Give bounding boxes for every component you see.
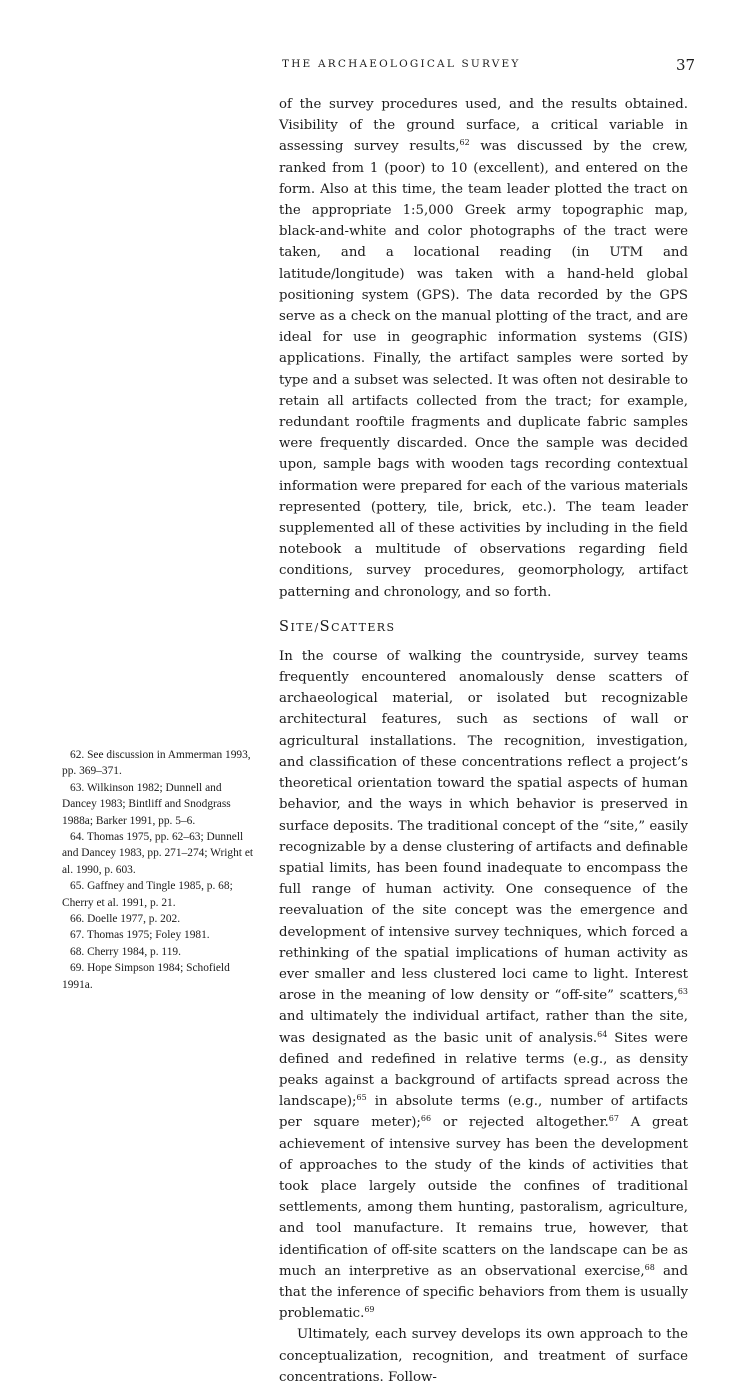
footnotes-column: [62, 747, 256, 993]
body-paragraph: In the course of walking the countryside, survey teams frequently encountered anomalously dense scatters of archaeological material, or isolated but recognizable architectural features, such as sections of wall or agricultural installations. The recognition, investigation, and classification of these concentrations reflect a project’s theoretical orientation toward the spatial aspects of human behavior, and the ways in which behavior is preserved in surface deposits. The traditional concept of the “site,” easily recognizable by a dense clustering of artifacts and definable spatial limits, has been found inadequate to encompass the full range of human activity. One consequence of the reevaluation of the site concept was the emergence and development of intensive survey techniques, which forced a rethinking of the spatial implications of human activity as ever smaller and less clustered loci came to light. Interest arose in the meaning of low density or “off-site” scatters,$^{63}$ and ultimately the individual artifact, rather than the site, was designated as the basic unit of analysis.$^{64}$ Sites were defined and redefined in relative terms (e.g., as density peaks against a background of artifacts spread across the landscape);$^{65}$ in absolute terms (e.g., number of artifacts per square meter);$^{66}$ or rejected altogether.$^{67}$ A great achievement of intensive survey has been the development of approaches to the study of the kinds of activities that took place largely outside the confines of traditional settlements, among them hunting, pastoralism, agriculture, and tool manufacture. It remains true, however, that identification of off-site scatters on the landscape can be as much an interpretive as an observational exercise,$^{68}$ and that the inference of specific behaviors from them is usually problematic.$^{69}$: [279, 648, 689, 1322]
footnote-ref[interactable]: 62: [459, 138, 470, 148]
footnote-ref[interactable]: 66: [420, 1114, 432, 1124]
footnote-ref[interactable]: 69: [364, 1305, 375, 1315]
footnote-ref[interactable]: 63: [677, 987, 688, 997]
footnote: 62. See discussion in Ammerman 1993, pp. 369–371.: [62, 749, 251, 778]
footnote-ref[interactable]: 64: [597, 1029, 608, 1039]
body-paragraph: of the survey procedures used, and the results obtained. Visibility of the ground surface, a critical variable in assessing survey results,$^{62}$ was discussed by the crew, ranked from 1 (poor) to 10 (excellent), and entered on the form. Also at this time, the team leader plotted the tract on the appropriate 1:5,000 Greek army topographic map, black-and-white and color photographs of the tract were taken, and a locational reading (in UTM and latitude/longitude) was taken with a hand-held global positioning system (GPS). The data recorded by the GPS serve as a check on the manual plotting of the tract, and are ideal for use in geographic information systems (GIS) applications. Finally, the artifact samples were sorted by type and a subset was selected. It was often not desirable to retain all artifacts collected from the tract; for example, redundant rooftile fragments and duplicate fabric samples were frequently discarded. Once the sample was decided upon, sample bags with wooden tags recording contextual information were prepared for each of the various materials represented (pottery, tile, brick, etc.). The team leader supplemented all of these activities by including in the field notebook a multitude of observations regarding field conditions, survey procedures, geomorphology, artifact patterning and chronology, and so forth.: [279, 97, 688, 600]
body-paragraph: Ultimately, each survey develops its own approach to the conceptualization, recognition, and treatment of surface concentrations. Follow-: [279, 1327, 688, 1385]
footnote: 66. Doelle 1977, p. 202.: [70, 913, 181, 926]
main-text-column: [279, 94, 688, 1388]
page-number: 37: [676, 56, 696, 74]
footnote: 69. Hope Simpson 1984; Schofield 1991a.: [62, 962, 230, 991]
footnote: 67. Thomas 1975; Foley 1981.: [70, 929, 210, 942]
footnote: 65. Gaffney and Tingle 1985, p. 68; Cherry et al. 1991, p. 21.: [62, 880, 233, 909]
footnote-ref[interactable]: 68: [644, 1262, 655, 1272]
footnote: 68. Cherry 1984, p. 119.: [70, 945, 181, 958]
footnote: 64. Thomas 1975, pp. 62–63; Dunnell and Dancey 1983, pp. 271–274; Wright et al. 1990, p. 603.: [62, 831, 254, 876]
section-heading: SITE/SCATTERS: [279, 618, 396, 635]
footnote: 63. Wilkinson 1982; Dunnell and Dancey 1983; Bintliff and Snodgrass 1988a; Barker 1991, pp. 5–6.: [62, 781, 231, 827]
footnote-ref[interactable]: 65: [356, 1093, 367, 1103]
running-head: THE ARCHAEOLOGICAL SURVEY: [282, 58, 521, 70]
footnote-ref[interactable]: 67: [608, 1114, 619, 1124]
